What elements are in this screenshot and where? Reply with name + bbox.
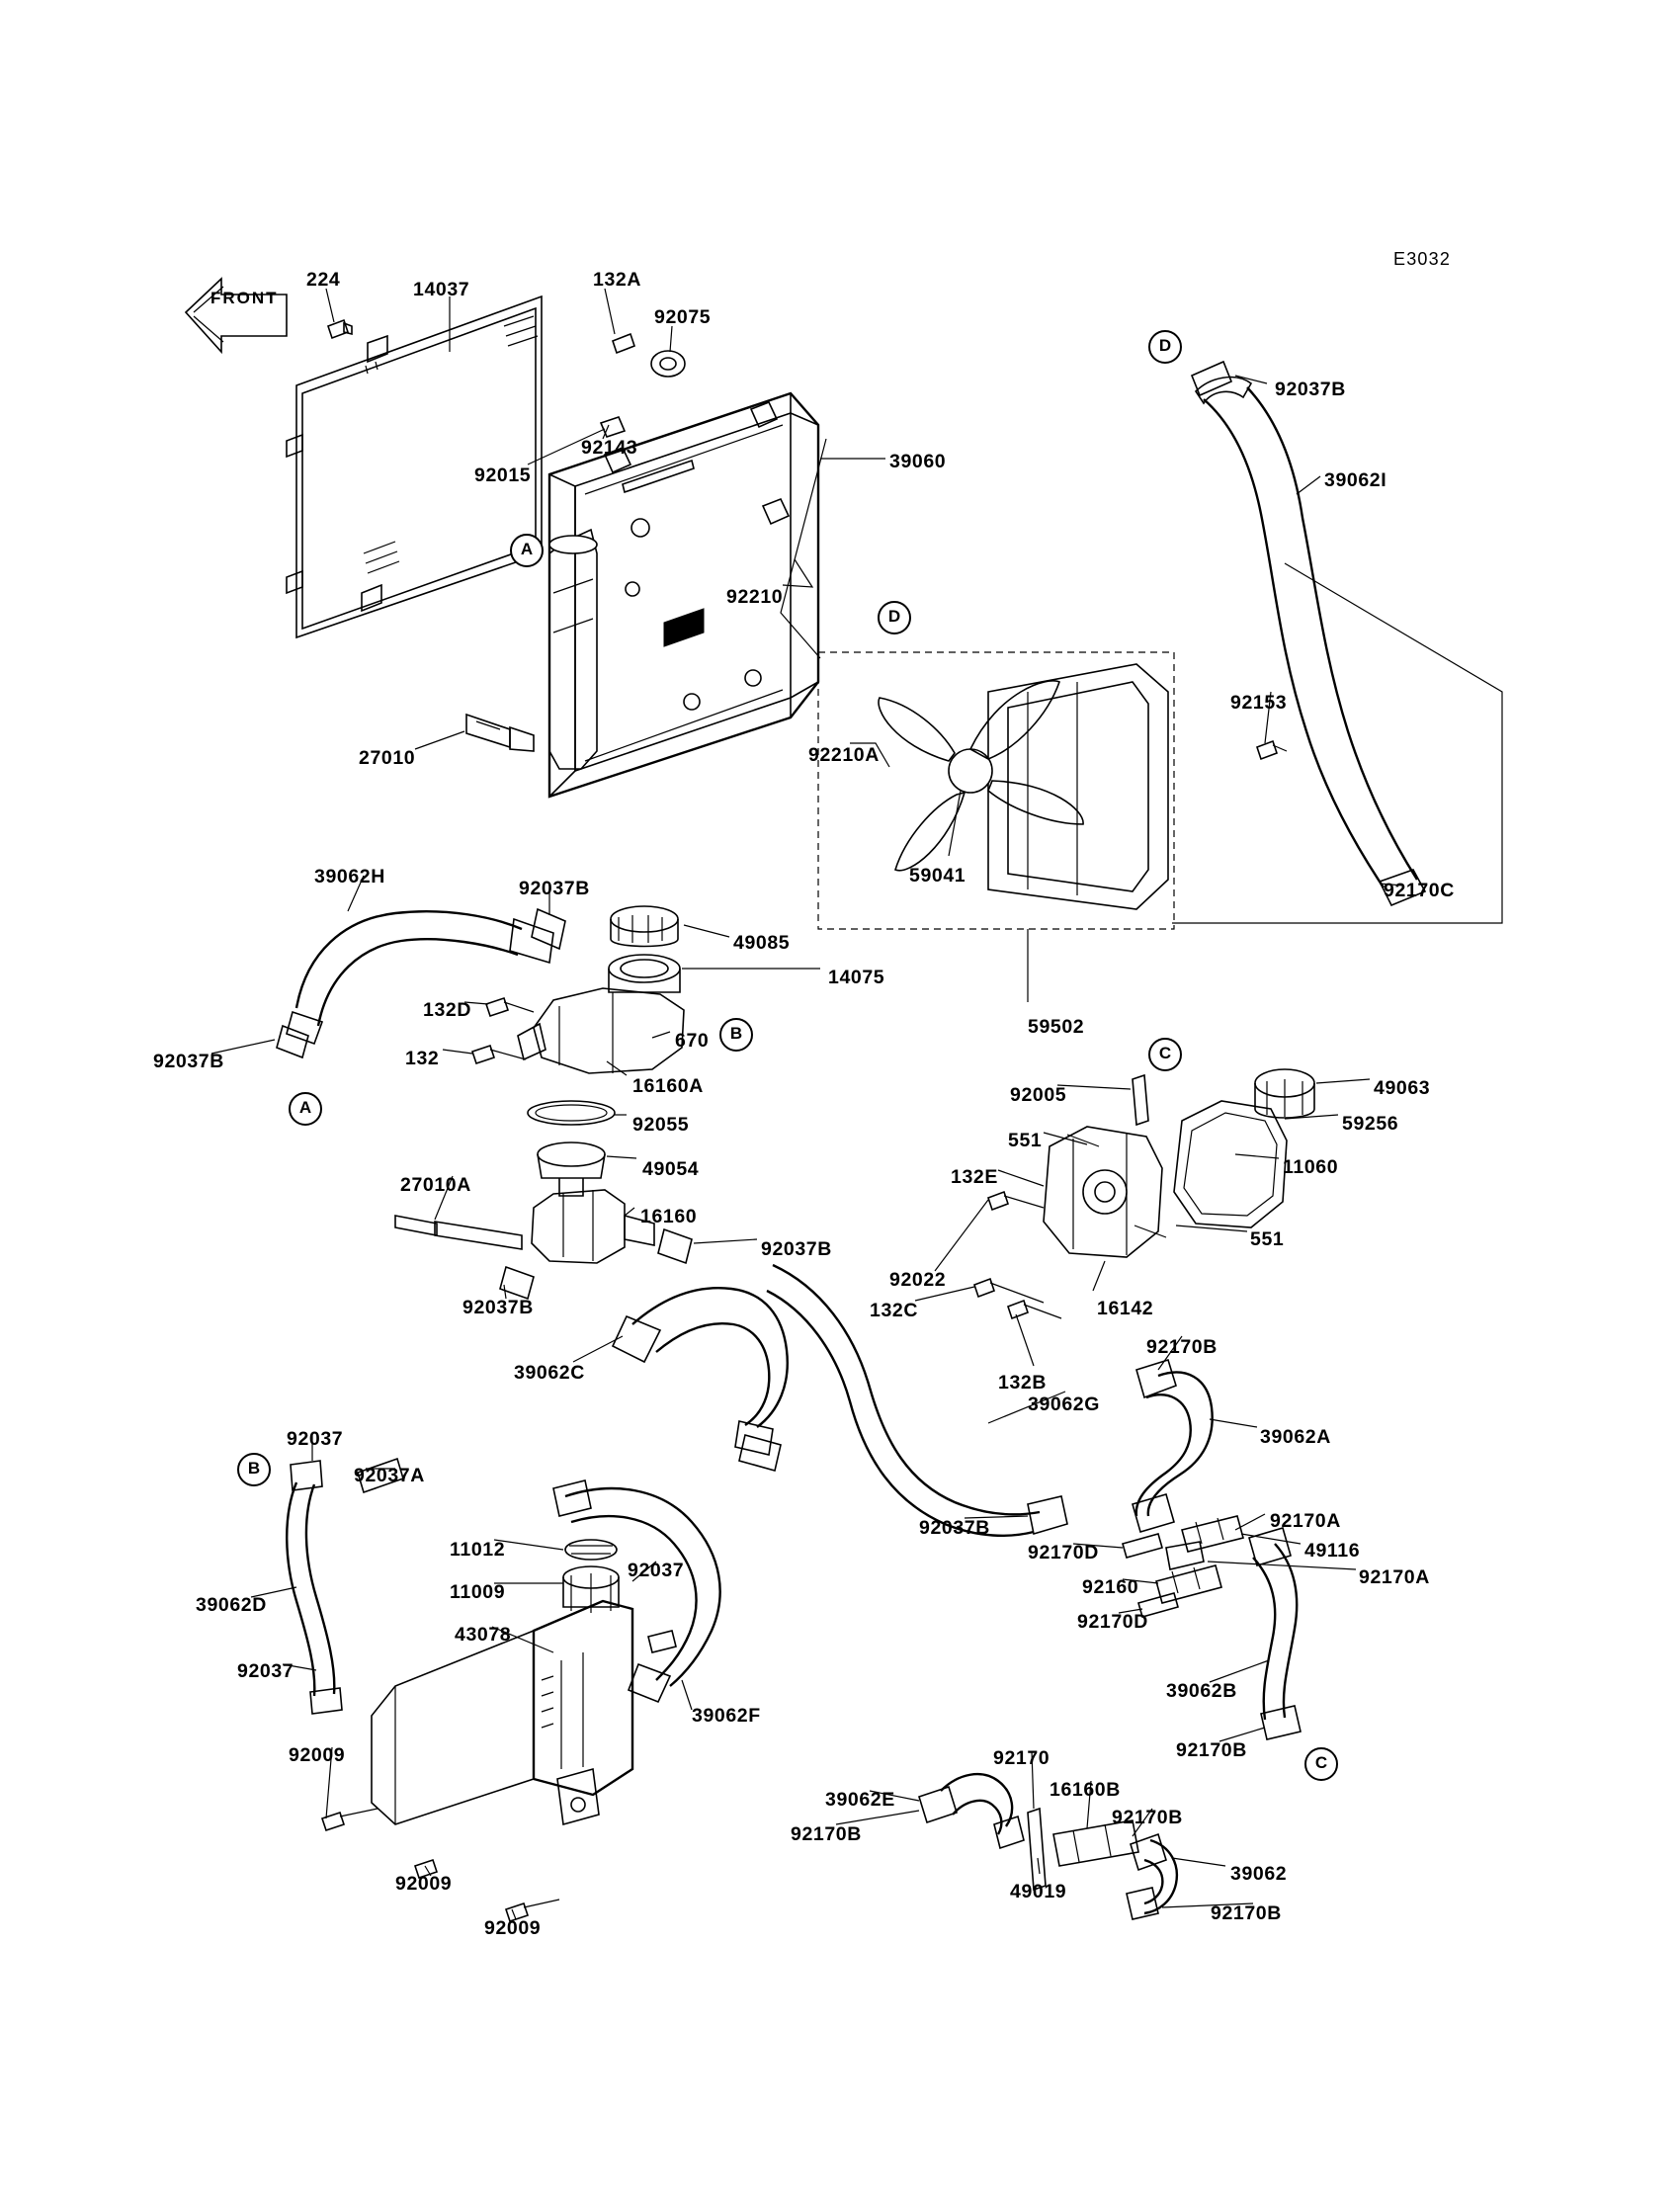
part-label-92022: 92022 [889,1269,947,1291]
part-label-92170b: 92170B [791,1823,862,1845]
part-label-92153: 92153 [1230,692,1288,714]
callout-b-housing: B [719,1018,753,1052]
part-label-92143: 92143 [581,437,638,459]
part-label-39062b: 39062B [1166,1680,1237,1702]
callout-d-hose: D [1148,330,1182,364]
part-label-39062g: 39062G [1028,1394,1100,1415]
part-label-14037: 14037 [413,279,470,300]
part-label-14075: 14075 [828,967,885,988]
part-label-11012: 11012 [450,1539,506,1561]
part-label-39060: 39060 [889,451,947,472]
part-label-92037b: 92037B [1275,379,1346,400]
callout-c-pump: C [1148,1038,1182,1071]
part-label-39062d: 39062D [196,1594,267,1616]
hose-39062F [553,1480,720,1702]
part-label-92015: 92015 [474,465,532,486]
part-label-49116: 49116 [1304,1540,1361,1562]
part-label-92170b: 92170B [1112,1807,1183,1828]
part-label-49019: 49019 [1010,1881,1067,1902]
part-label-92037b: 92037B [919,1517,990,1539]
part-label-92170d: 92170D [1077,1611,1148,1633]
hose-39062A [1123,1360,1243,1617]
part-label-132a: 132A [593,269,642,291]
part-label-92170b: 92170B [1176,1739,1247,1761]
part-label-27010a: 27010A [400,1174,471,1196]
part-label-92210: 92210 [726,586,784,608]
part-label-92170d: 92170D [1028,1542,1099,1563]
part-label-39062f: 39062F [692,1705,761,1727]
part-label-92037b: 92037B [761,1238,832,1260]
front-arrow-label: FRONT [210,289,279,307]
part-label-92170b: 92170B [1146,1336,1218,1358]
part-label-132d: 132D [423,999,472,1021]
part-label-92055: 92055 [632,1114,690,1136]
part-label-551: 551 [1250,1228,1285,1250]
leader-lines [211,289,1502,1919]
part-label-39062a: 39062A [1260,1426,1331,1448]
part-label-49085: 49085 [733,932,791,954]
part-label-92160: 92160 [1082,1576,1139,1598]
part-label-59502: 59502 [1028,1016,1085,1038]
part-label-39062i: 39062I [1324,469,1387,491]
part-label-92075: 92075 [654,306,712,328]
part-label-551: 551 [1008,1130,1043,1151]
fan-blade-59041 [879,681,1083,871]
part-label-92037b: 92037B [462,1297,534,1318]
part-label-92170: 92170 [993,1747,1050,1769]
part-label-92005: 92005 [1010,1084,1067,1106]
part-label-132b: 132B [998,1372,1048,1394]
callout-b-tank: B [237,1453,271,1486]
hose-39062D [287,1459,403,1714]
part-label-11060: 11060 [1283,1156,1339,1178]
part-label-132e: 132E [951,1166,998,1188]
part-label-92170a: 92170A [1270,1510,1341,1532]
part-label-92009: 92009 [484,1917,542,1939]
part-label-92170b: 92170B [1211,1902,1282,1924]
part-label-49054: 49054 [642,1158,700,1180]
part-label-39062: 39062 [1230,1863,1288,1885]
hose-39062H [277,909,565,1057]
part-label-16160a: 16160A [632,1075,704,1097]
part-label-39062e: 39062E [825,1789,895,1811]
part-label-132: 132 [405,1048,440,1069]
radiator-filler-neck [549,530,597,769]
part-label-49063: 49063 [1374,1077,1431,1099]
hose-39062C [613,1288,788,1471]
fan-assembly [818,652,1174,929]
part-label-92009: 92009 [289,1744,346,1766]
part-label-92037a: 92037A [354,1465,425,1486]
part-label-92009: 92009 [395,1873,453,1895]
front-arrow-label-container [181,275,280,346]
part-label-11009: 11009 [450,1581,506,1603]
callout-c-hose: C [1304,1747,1338,1781]
fan-switch-27010 [466,715,534,751]
part-label-92037b: 92037B [519,878,590,899]
part-label-92170a: 92170A [1359,1566,1430,1588]
hose-39062B [1249,1528,1301,1739]
part-label-39062c: 39062C [514,1362,585,1384]
part-label-92037: 92037 [628,1560,685,1581]
part-label-92170c: 92170C [1384,880,1455,901]
callout-d-radiator: D [878,601,911,634]
part-label-27010: 27010 [359,747,416,769]
part-label-16160: 16160 [640,1206,698,1227]
part-label-92210a: 92210A [808,744,880,766]
part-label-59256: 59256 [1342,1113,1399,1135]
part-label-92037: 92037 [287,1428,344,1450]
part-label-16142: 16142 [1097,1298,1154,1319]
part-label-16160b: 16160B [1050,1779,1121,1801]
part-label-92037b: 92037B [153,1051,224,1072]
diagram-code: E3032 [1393,249,1452,269]
part-label-59041: 59041 [909,865,966,887]
part-label-43078: 43078 [455,1624,512,1646]
upper-hose-39062I [1192,362,1425,905]
part-label-670: 670 [675,1030,710,1052]
callout-a-bottom: A [289,1092,322,1126]
callout-a-top: A [510,534,544,567]
part-label-224: 224 [306,269,341,291]
part-label-39062h: 39062H [314,866,385,887]
part-label-132c: 132C [870,1300,919,1321]
bolt-92153 [1257,741,1287,759]
part-label-92037: 92037 [237,1660,294,1682]
thermostat-housing-16160A [395,906,692,1299]
